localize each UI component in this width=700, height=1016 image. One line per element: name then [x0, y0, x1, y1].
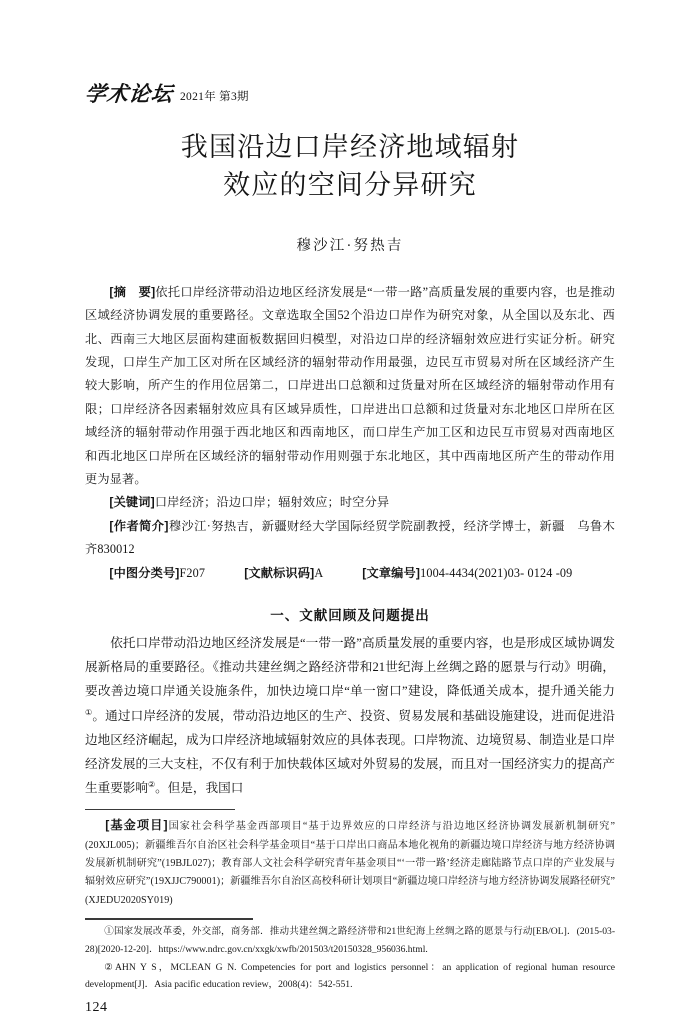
- abstract-label: [摘 要]: [109, 284, 156, 299]
- abstract-paragraph: [85, 281, 615, 492]
- clc-value: F207: [179, 565, 206, 580]
- title-line-2: 效应的空间分异研究: [223, 170, 477, 201]
- masthead: [85, 0, 615, 104]
- abstract-text: 依托口岸经济带动沿边地区经济发展是“一带一路”高质量发展的重要内容，也是推动区域经济协调发展的重要路径。文章选取全国52个沿边口岸作为研究对象，从全国以及东北、西北、西南三大地区层面构建面板数据回归模型，对沿边口岸的经济辐射效应进行实证分析。研究发现，口岸生产加工区对所在区域经济的辐射带动作用最强，边民互市贸易对所在区域经济产生较大影响，所产生的作用位居第二，口岸进出口总额和过货量对所在区域经济的辐射带动作用有限；口岸经济各因素辐射效应具有区域异质性，口岸进出口总额和过货量对东北地区口岸所在区域经济的辐射带动作用强于西北地区和西南地区，而口岸生产加工区和边民互市贸易对西南地区和西北地区口岸所在区域经济的辐射带动作用则强于东北地区，其中西南地区所产生的带动作用更为显著。: [85, 284, 615, 487]
- page-number: 124: [85, 1000, 108, 1016]
- article-id-label: [文章编号]: [362, 565, 421, 580]
- funding-footnote: [85, 814, 615, 910]
- author-bio-text: 穆沙江·努热吉，新疆财经大学国际经贸学院副教授，经济学博士，新疆 乌鲁木齐830012: [85, 518, 615, 557]
- references-divider: [85, 918, 253, 920]
- footnote-divider: [85, 809, 235, 810]
- classification-line: [85, 562, 615, 585]
- clc-label: [中图分类号]: [109, 565, 180, 580]
- section-heading: 一、文献回顾及问题提出: [270, 608, 430, 624]
- doc-code-value: A: [314, 565, 324, 580]
- title-line-1: 我国沿边口岸经济地域辐射: [180, 132, 520, 162]
- body-text: [85, 631, 615, 800]
- funding-paragraph: [85, 814, 615, 910]
- doc-code-label: [文献标识码]: [244, 565, 315, 580]
- keywords-paragraph: [85, 491, 615, 514]
- front-matter: [85, 281, 615, 585]
- body-para1-part3: 。但是，我国口: [155, 781, 244, 796]
- reference-item-2: [85, 959, 615, 994]
- author-bio-paragraph: [85, 515, 615, 562]
- footnote-ref-2[interactable]: ②: [147, 779, 156, 789]
- keywords-text: 口岸经济；沿边口岸；辐射效应；时空分异: [154, 495, 390, 510]
- reference-text-1: 国家发展改革委，外交部，商务部．推动共建丝绸之路经济带和21世纪海上丝绸之路的愿景与行动[EB/OL]．(2015-03-28)[2020-12-20]．https://www.ndrc.gov.cn/xxgk/xwfb/201503/t20150328_956036.html.: [85, 926, 616, 955]
- body-paragraph-1: [85, 631, 615, 800]
- references-list: [85, 923, 615, 994]
- reference-item-1: [85, 923, 615, 958]
- article-id-value: 1004-4434(2021)03- 0124 -09: [420, 565, 573, 580]
- reference-text-2: AHN Y S，MCLEAN G N. Competencies for port and logistics personnel：an application of regional human resource development[J]．Asia pacific education review，2008(4)：542-551.: [85, 961, 615, 991]
- funding-label: [基金项目]: [105, 818, 168, 833]
- article-author: 穆沙江·努热吉: [296, 237, 404, 254]
- page-content-column: [85, 0, 615, 1016]
- body-para1-part2: 。通过口岸经济的发展，带动沿边地区的生产、投资、贸易发展和基础设施建设，进而促进沿边地区经济崛起，成为口岸经济地域辐射效应的具体表现。口岸物流、边境贸易、制造业是口岸经济发展的三大支柱，不仅有利于加快载体区域对外贸易的发展，而且对一国经济实力的提高产生重要影响: [85, 708, 616, 796]
- journal-logo: 学术论坛: [83, 81, 175, 106]
- reference-marker-1: ①: [104, 926, 114, 938]
- body-para1-part1: 依托口岸带动沿边地区经济发展是“一带一路”高质量发展的重要内容，也是形成区域协调发展新格局的重要路径。《推动共建丝绸之路经济带和21世纪海上丝绸之路的愿景与行动》明确，要改善边境口岸通关设施条件，加快边境口岸“单一窗口”建设，降低通关成本，提升通关能力: [85, 636, 615, 699]
- author-bio-label: [作者简介]: [109, 518, 169, 533]
- funding-text: 国家社会科学基金西部项目“基于边界效应的口岸经济与沿边地区经济协调发展新机制研究”(20XJL005)；新疆维吾尔自治区社会科学基金项目“基于口岸出口商品本地化视角的新疆边境口岸经济与地方经济协调发展新机制研究”(19BJL027)；教育部人文社会科学研究青年基金项目“‘一带一路’经济走廊陆路节点口岸的产业发展与辐射效应研究”(19XJJC790001)；新疆维吾尔自治区高校科研计划项目“新疆边境口岸经济与地方经济协调发展路径研究”(XJEDU2020SY019): [85, 821, 615, 906]
- issue-label: 2021年 第3期: [180, 90, 249, 103]
- article-title: [85, 128, 615, 205]
- reference-marker-2: ②: [104, 961, 115, 973]
- footnote-ref-1[interactable]: ①: [85, 707, 93, 717]
- keywords-label: [关键词]: [109, 495, 155, 510]
